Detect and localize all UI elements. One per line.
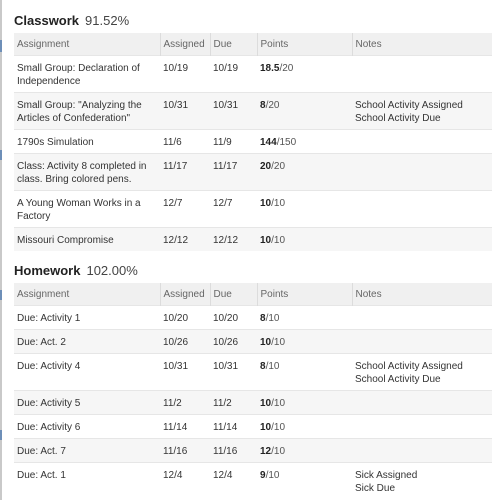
section-percent: 102.00% xyxy=(86,262,138,278)
note-line: School Activity Due xyxy=(355,373,441,385)
notes-cell xyxy=(352,305,492,329)
assignment-cell[interactable]: Due: Act. 2 xyxy=(14,329,160,353)
column-header-due[interactable]: Due xyxy=(210,283,257,305)
column-header-assignment[interactable]: Assignment xyxy=(17,289,70,300)
points-possible: /10 xyxy=(271,421,286,433)
notes-cell xyxy=(352,390,492,414)
table-row xyxy=(14,129,492,153)
note-line: Sick Assigned xyxy=(355,469,418,481)
table-header-row xyxy=(14,283,492,305)
points-possible: /10 xyxy=(265,360,280,372)
table-row xyxy=(14,438,492,462)
assignment-cell[interactable]: Due: Activity 1 xyxy=(14,305,160,329)
due-date-cell: 10/31 xyxy=(210,92,257,129)
note-line: School Activity Due xyxy=(355,112,441,124)
points-cell xyxy=(257,414,352,438)
due-date-cell: 11/16 xyxy=(210,438,257,462)
classwork-table xyxy=(14,33,492,251)
assigned-date-cell: 11/2 xyxy=(160,390,210,414)
notes-cell xyxy=(352,129,492,153)
points-possible: /10 xyxy=(265,469,280,481)
points-possible: /10 xyxy=(271,234,286,246)
table-header-row xyxy=(14,33,492,55)
points-cell xyxy=(257,190,352,227)
points-cell xyxy=(257,129,352,153)
table-row xyxy=(14,92,492,129)
due-date-cell: 10/20 xyxy=(210,305,257,329)
points-earned: 10 xyxy=(260,421,272,433)
notes-cell xyxy=(352,462,492,499)
table-row xyxy=(14,390,492,414)
note-line: School Activity Assigned xyxy=(355,99,463,111)
points-cell xyxy=(257,92,352,129)
points-cell xyxy=(257,55,352,92)
homework-section xyxy=(14,257,492,499)
points-cell xyxy=(257,390,352,414)
assigned-date-cell: 11/16 xyxy=(160,438,210,462)
assigned-date-cell: 11/14 xyxy=(160,414,210,438)
section-percent: 91.52% xyxy=(85,12,130,28)
assigned-date-cell: 10/20 xyxy=(160,305,210,329)
points-earned: 8 xyxy=(260,312,266,324)
assigned-date-cell: 11/17 xyxy=(160,153,210,190)
notes-cell xyxy=(352,227,492,251)
note-line: School Activity Assigned xyxy=(355,360,463,372)
column-header-assigned[interactable]: Assigned xyxy=(160,33,210,55)
points-earned: 18.5 xyxy=(260,62,280,74)
table-row xyxy=(14,55,492,92)
column-header-points[interactable]: Points xyxy=(257,283,352,305)
due-date-cell: 10/31 xyxy=(210,353,257,390)
assigned-date-cell: 10/31 xyxy=(160,353,210,390)
assignment-cell[interactable]: A Young Woman Works in a Factory xyxy=(14,190,160,227)
points-cell xyxy=(257,438,352,462)
points-cell xyxy=(257,353,352,390)
points-possible: /10 xyxy=(271,197,286,209)
table-row xyxy=(14,305,492,329)
assigned-date-cell: 12/7 xyxy=(160,190,210,227)
column-header-assigned[interactable]: Assigned xyxy=(160,283,210,305)
notes-cell xyxy=(352,438,492,462)
assignment-cell[interactable]: 1790s Simulation xyxy=(14,129,160,153)
column-header-due[interactable]: Due xyxy=(210,33,257,55)
due-date-cell: 11/2 xyxy=(210,390,257,414)
notes-cell xyxy=(352,329,492,353)
column-header-assignment[interactable]: Assignment xyxy=(17,39,70,50)
points-earned: 8 xyxy=(260,360,266,372)
classwork-heading xyxy=(14,7,492,33)
table-row xyxy=(14,190,492,227)
points-cell xyxy=(257,305,352,329)
points-earned: 10 xyxy=(260,197,272,209)
points-possible: /10 xyxy=(271,397,286,409)
notes-cell xyxy=(352,153,492,190)
assignment-cell[interactable]: Small Group: Declaration of Independence xyxy=(14,55,160,92)
points-earned: 144 xyxy=(260,136,277,148)
points-earned: 10 xyxy=(260,336,272,348)
due-date-cell: 11/17 xyxy=(210,153,257,190)
points-possible: /10 xyxy=(271,445,286,457)
table-row xyxy=(14,462,492,499)
points-earned: 8 xyxy=(260,99,266,111)
table-row xyxy=(14,353,492,390)
column-header-points[interactable]: Points xyxy=(257,33,352,55)
points-cell xyxy=(257,462,352,499)
assignment-cell[interactable]: Class: Activity 8 completed in class. Bring colored pens. xyxy=(14,153,160,190)
column-header-notes[interactable]: Notes xyxy=(352,33,492,55)
notes-cell xyxy=(352,92,492,129)
assigned-date-cell: 10/19 xyxy=(160,55,210,92)
points-cell xyxy=(257,329,352,353)
assigned-date-cell: 12/4 xyxy=(160,462,210,499)
homework-heading xyxy=(14,257,492,283)
due-date-cell: 11/14 xyxy=(210,414,257,438)
assignment-cell[interactable]: Due: Activity 6 xyxy=(14,414,160,438)
assignment-cell[interactable]: Due: Activity 5 xyxy=(14,390,160,414)
table-row xyxy=(14,227,492,251)
due-date-cell: 12/7 xyxy=(210,190,257,227)
due-date-cell: 12/4 xyxy=(210,462,257,499)
points-cell xyxy=(257,227,352,251)
points-earned: 12 xyxy=(260,445,272,457)
assigned-date-cell: 12/12 xyxy=(160,227,210,251)
due-date-cell: 12/12 xyxy=(210,227,257,251)
points-possible: /10 xyxy=(271,336,286,348)
section-title: Homework xyxy=(14,262,81,278)
due-date-cell: 11/9 xyxy=(210,129,257,153)
table-row xyxy=(14,329,492,353)
assignment-cell[interactable]: Small Group: "Analyzing the Articles of Confederation" xyxy=(14,92,160,129)
notes-cell xyxy=(352,55,492,92)
points-cell xyxy=(257,153,352,190)
notes-cell xyxy=(352,414,492,438)
assignment-cell[interactable]: Due: Act. 7 xyxy=(14,438,160,462)
points-possible: /150 xyxy=(276,136,297,148)
points-possible: /20 xyxy=(265,99,280,111)
points-earned: 20 xyxy=(260,160,272,172)
points-possible: /20 xyxy=(271,160,286,172)
assignment-cell[interactable]: Due: Act. 1 xyxy=(14,462,160,499)
assigned-date-cell: 10/31 xyxy=(160,92,210,129)
due-date-cell: 10/19 xyxy=(210,55,257,92)
due-date-cell: 10/26 xyxy=(210,329,257,353)
table-row xyxy=(14,153,492,190)
scroll-accent-bar xyxy=(0,0,2,500)
points-possible: /10 xyxy=(265,312,280,324)
notes-cell xyxy=(352,353,492,390)
column-header-notes[interactable]: Notes xyxy=(352,283,492,305)
classwork-section xyxy=(14,7,492,251)
note-line: Sick Due xyxy=(355,482,396,494)
assignment-cell[interactable]: Due: Activity 4 xyxy=(14,353,160,390)
assigned-date-cell: 11/6 xyxy=(160,129,210,153)
notes-cell xyxy=(352,190,492,227)
points-earned: 10 xyxy=(260,397,272,409)
assigned-date-cell: 10/26 xyxy=(160,329,210,353)
homework-table xyxy=(14,283,492,499)
points-earned: 9 xyxy=(260,469,266,481)
assignment-cell[interactable]: Missouri Compromise xyxy=(14,227,160,251)
points-earned: 10 xyxy=(260,234,272,246)
points-possible: /20 xyxy=(279,62,294,74)
section-title: Classwork xyxy=(14,12,80,28)
table-row xyxy=(14,414,492,438)
